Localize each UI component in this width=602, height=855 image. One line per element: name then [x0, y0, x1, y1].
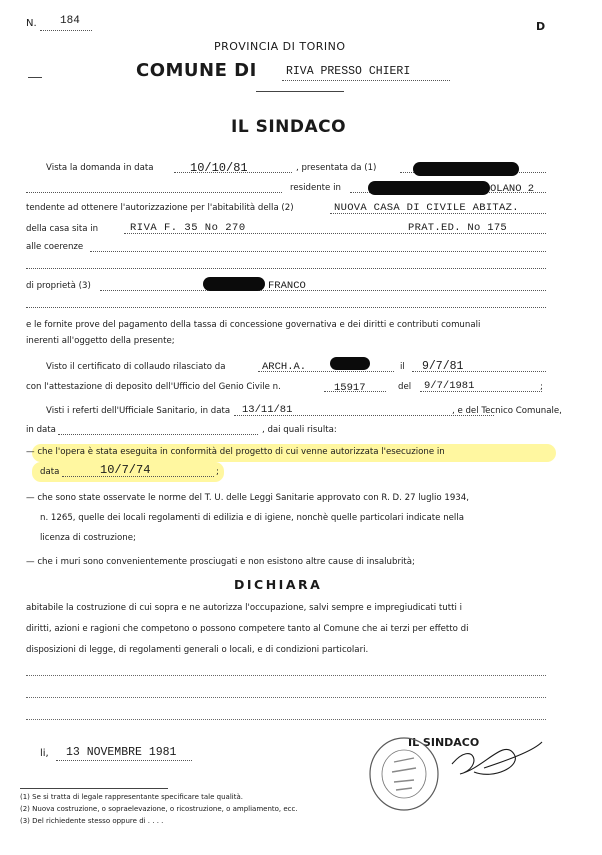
p1-cadastre: PRAT.ED. No 175: [408, 222, 508, 234]
p2-line-blank: [26, 307, 546, 308]
p2-text-a: di proprietà (3): [26, 281, 91, 291]
issue-date: 13 NOVEMBRE 1981: [66, 746, 177, 759]
p1-text-e: della casa sita in: [26, 224, 99, 234]
comune-label: COMUNE DI: [136, 60, 257, 81]
p4-date: 9/7/81: [422, 360, 464, 373]
p5-text-b: , e del Tecnico Comunale,: [452, 406, 562, 416]
number-value: 184: [60, 15, 80, 27]
page-title: IL SINDACO: [231, 117, 347, 137]
item2-text-c: licenza di costruzione;: [40, 533, 136, 543]
p1-line-blank: [26, 268, 546, 269]
p4-num: 15917: [334, 382, 366, 394]
p4-text-d: del: [398, 382, 412, 392]
p5-date: 13/11/81: [242, 404, 293, 416]
p2-owner: FRANCO: [268, 280, 306, 292]
header-separator: [256, 91, 344, 92]
declaration-line-2: diritti, azioni e ragioni che competono o possono competere tanto al Comune che ai terzi per effetto di: [26, 624, 469, 634]
item1-date: 10/7/74: [100, 463, 151, 477]
blank-line-2: [26, 697, 546, 698]
p1-location-line: [124, 233, 546, 234]
p1-location: RIVA F. 35 No 270: [130, 222, 246, 234]
date-line: [56, 760, 192, 761]
item1-text-b: data: [40, 467, 60, 477]
redaction-address: [368, 181, 490, 195]
number-underline: [40, 30, 92, 31]
date-prefix: li,: [40, 748, 49, 759]
p1-object-line: [330, 213, 546, 214]
redaction-applicant: [413, 162, 519, 176]
item2-text-a: — che sono state osservate le norme del T. U. delle Leggi Sanitarie approvato con R. D. 27 luglio 1934,: [26, 493, 469, 503]
comune-underline: [282, 80, 450, 81]
p5-text-c: in data: [26, 425, 56, 435]
item3-text: — che i muri sono convenientemente prosciugati e non esistono altre cause di insalubrità;: [26, 557, 415, 567]
p1-coerenze-line: [90, 251, 546, 252]
footnote-2: (2) Nuova costruzione, o sopraelevazione, o ricostruzione, o ampliamento, ecc.: [20, 805, 298, 813]
p1-address-tail: OLANO 2: [490, 183, 535, 195]
item1-text-c: ;: [216, 467, 219, 477]
left-margin-mark: [28, 77, 42, 78]
p5-date2-line: [58, 434, 258, 435]
declaration-line-1: abitabile la costruzione di cui sopra e ne autorizza l'occupazione, salvi sempre e impregiudicati tutti i: [26, 603, 462, 613]
p4-date2: 9/7/1981: [424, 380, 475, 392]
redaction-architect: [330, 357, 370, 370]
p3-text: e le fornite prove del pagamento della tassa di concessione governativa e dei diritti e contributi comunali: [26, 320, 481, 330]
province-heading: PROVINCIA DI TORINO: [214, 40, 346, 53]
redaction-owner: [203, 277, 265, 291]
p4-text-b: il: [400, 362, 405, 372]
p4-text-a: Visto il certificato di collaudo rilasciato da: [46, 362, 226, 372]
p1-date: 10/10/81: [190, 161, 248, 175]
p4-by: ARCH.A.: [262, 361, 307, 373]
blank-line-3: [26, 719, 546, 720]
footnote-1: (1) Se si tratta di legale rappresentante specificare tale qualità.: [20, 793, 243, 801]
p5-text-d: , dai quali risulta:: [262, 425, 337, 435]
p5-text-a: Visti i referti dell'Ufficiale Sanitario, in data: [46, 406, 231, 416]
p1-text-c: residente in: [290, 183, 341, 193]
p1-object: NUOVA CASA DI CIVILE ABITAZ.: [334, 202, 519, 214]
item2-text-b: n. 1265, quelle dei locali regolamenti di edilizia e di igiene, nonchè quelle particolari indicate nella: [40, 513, 464, 523]
number-label: N.: [26, 18, 37, 29]
p2-owner-line: [100, 290, 546, 291]
p1-text-d: tendente ad ottenere l'autorizzazione per l'abitabilità della (2): [26, 203, 294, 213]
signer-title: IL SINDACO: [408, 736, 480, 749]
official-stamp-seal: [364, 728, 544, 818]
p1-text-b: , presentata da (1): [296, 163, 377, 173]
p1-line-2: [26, 192, 282, 193]
footnote-3: (3) Del richiedente stesso oppure di . . . .: [20, 817, 164, 825]
p4-text-c: con l'attestazione di deposito dell'Ufficio del Genio Civile n.: [26, 382, 281, 392]
item1-text-a: — che l'opera è stata eseguita in conformità del progetto di cui venne autorizzata l'esecuzione in: [26, 447, 445, 457]
p1-text-a: Vista la domanda in data: [46, 163, 154, 173]
p1-text-f: alle coerenze: [26, 242, 84, 252]
declaration-line-3: disposizioni di legge, di regolamenti generali o locali, e di condizioni particolari.: [26, 645, 369, 655]
comune-value: RIVA PRESSO CHIERI: [286, 65, 411, 78]
dichiara-heading: DICHIARA: [234, 577, 323, 592]
footnote-separator: [20, 788, 168, 789]
p3-text-b: inerenti all'oggetto della presente;: [26, 336, 175, 346]
p4-text-e: ;: [540, 382, 543, 392]
blank-line-1: [26, 675, 546, 676]
corner-mark: D: [536, 20, 546, 33]
